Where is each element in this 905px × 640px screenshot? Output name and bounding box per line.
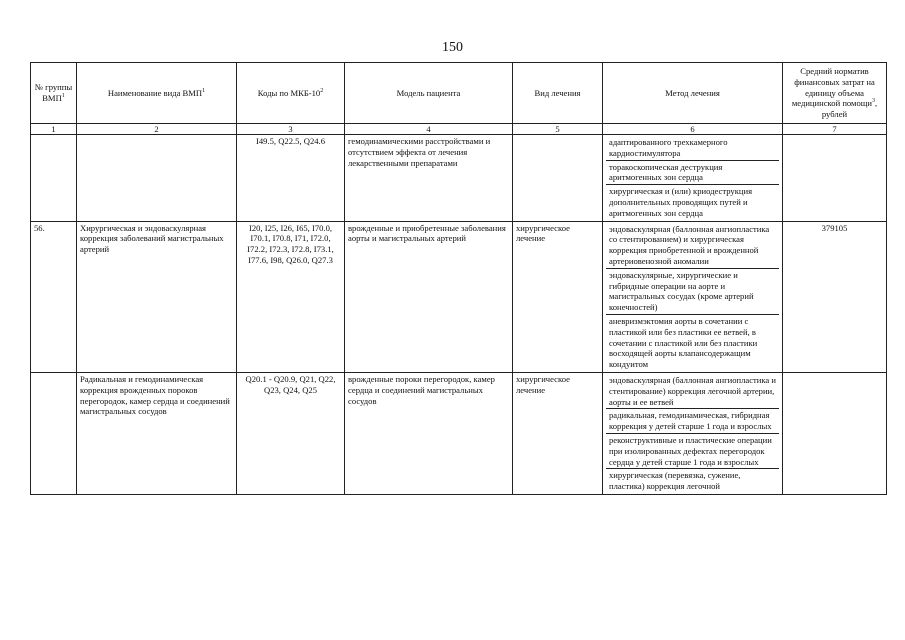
patient-model: врожденные пороки перегородок, камер сердца и соединений магистральных сосудов <box>345 372 513 494</box>
treatment-methods <box>603 221 783 372</box>
page-number: 150 <box>442 40 463 55</box>
method-item: эндоваскулярная (баллонная ангиопластика и стентирование) коррекция легочной артерии, аорты и ее ветвей <box>609 374 776 407</box>
table-row <box>31 372 887 494</box>
method-item: торакоскопическая деструкция аритмогенных зон сердца <box>606 160 779 185</box>
method-item: эндоваскулярная (баллонная ангиопластика со стентированием) и хирургическая коррекция приобретенной и врожденной артериовенозной аномалии <box>609 223 770 266</box>
vmp-name <box>77 135 237 222</box>
header-group: № группы ВМП$^1$ <box>31 63 77 124</box>
header-method: Метод лечения <box>603 63 783 124</box>
method-item: хирургическая и (или) криодеструкция дополнительных проводящих путей и аритмогенных зон сердца <box>606 184 779 219</box>
treatment-type: хирургическое лечение <box>513 372 603 494</box>
column-number-row <box>31 124 887 135</box>
patient-model: врожденные и приобретенные заболевания аорты и магистральных артерий <box>345 221 513 372</box>
cost-value <box>783 372 887 494</box>
cost-value: 379105 <box>783 221 887 372</box>
column-number: 3 <box>237 124 345 135</box>
header-row <box>31 63 887 124</box>
table-row <box>31 135 887 222</box>
header-name: Наименование вида ВМП$^1$ <box>77 63 237 124</box>
column-number: 2 <box>77 124 237 135</box>
icd-codes: Q20.1 - Q20.9, Q21, Q22, Q23, Q24, Q25 <box>237 372 345 494</box>
column-number: 6 <box>603 124 783 135</box>
method-item: адаптированного трехкамерного кардиостимулятора <box>609 137 728 158</box>
header-codes: Коды по МКБ-$10^2$ <box>237 63 345 124</box>
method-item: радикальная, гемодинамическая, гибридная коррекция у детей старше 1 года и взрослых <box>606 408 779 433</box>
header-cost: Средний норматив финансовых затрат на единицу объема медицинской помощи$^3$, рублей <box>783 63 887 124</box>
method-item: хирургическая (перевязка, сужение, пластика) коррекция легочной <box>606 468 779 493</box>
vmp-name: Радикальная и гемодинамическая коррекция врожденных пороков перегородок, камер сердца и соединений магистральных сосудов <box>77 372 237 494</box>
column-number: 1 <box>31 124 77 135</box>
column-number: 5 <box>513 124 603 135</box>
treatment-type <box>513 135 603 222</box>
column-number: 4 <box>345 124 513 135</box>
method-item: эндоваскулярные, хирургические и гибридные операции на аорте и магистральных сосудах (кроме артерий конечностей) <box>606 268 779 314</box>
table-row <box>31 221 887 372</box>
cost-value <box>783 135 887 222</box>
header-treatment: Вид лечения <box>513 63 603 124</box>
group-number <box>31 135 77 222</box>
treatment-methods <box>603 372 783 494</box>
header-model: Модель пациента <box>345 63 513 124</box>
column-number: 7 <box>783 124 887 135</box>
treatment-methods <box>603 135 783 222</box>
method-item: реконструктивные и пластические операции при изолированных дефектах перегородок сердца у детей старше 1 года и взрослых <box>606 433 779 468</box>
vmp-table <box>30 62 887 495</box>
treatment-type: хирургическое лечение <box>513 221 603 372</box>
icd-codes: I20, I25, I26, I65, I70.0, I70.1, I70.8, I71, I72.0, I72.2, I72.3, I72.8, I73.1, I77.6, I98, Q26.0, Q27.3 <box>237 221 345 372</box>
vmp-name: Хирургическая и эндоваскулярная коррекция заболеваний магистральных артерий <box>77 221 237 372</box>
patient-model: гемодинамическими расстройствами и отсутствием эффекта от лечения лекарственными препаратами <box>345 135 513 222</box>
method-item: аневризмэктомия аорты в сочетании с пластикой или без пластики ее ветвей, в сочетании с пластикой или без пластики восходящей аорты клапансодержащим кондуитом <box>606 314 779 371</box>
group-number <box>31 372 77 494</box>
group-number: 56. <box>31 221 77 372</box>
icd-codes: I49.5, Q22.5, Q24.6 <box>237 135 345 222</box>
